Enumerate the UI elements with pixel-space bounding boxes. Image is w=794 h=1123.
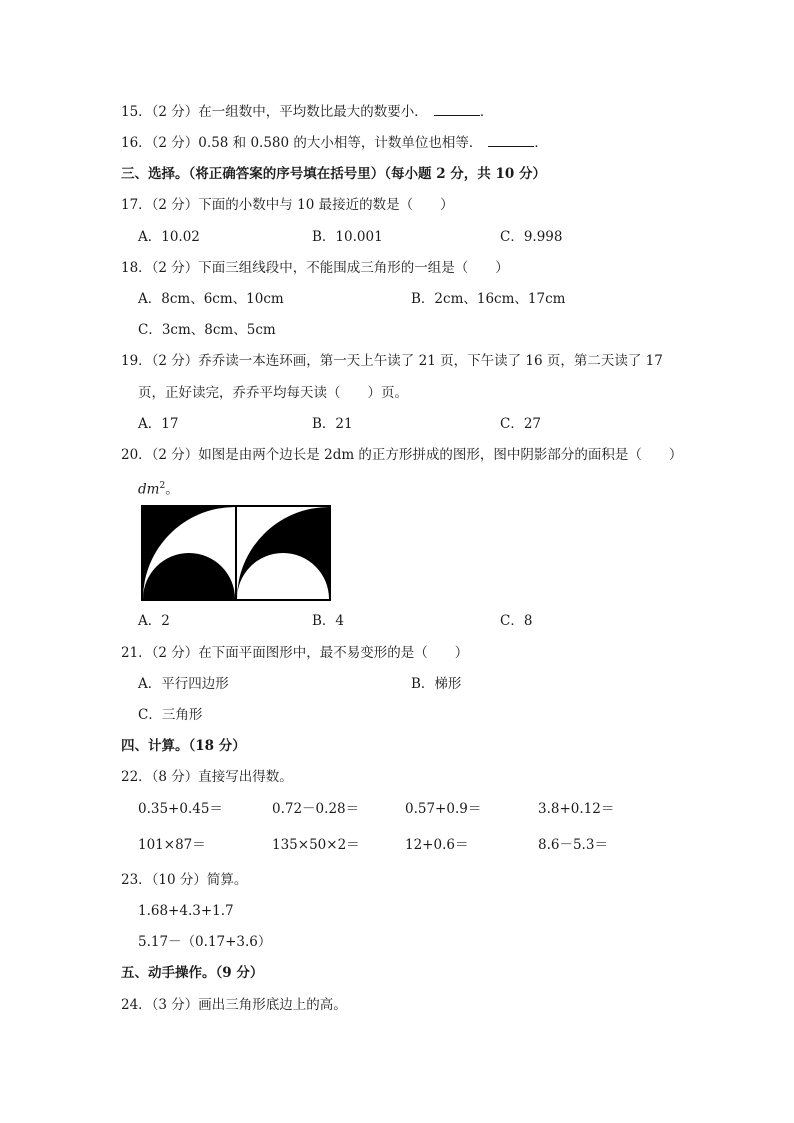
question-20-line-1: 20．（2 分）如图是由两个边长是 2dm 的正方形拼成的图形，图中阴影部分的面积是（ ） xyxy=(121,447,683,463)
section-5-heading: 五、动手操作。（9 分） xyxy=(121,965,264,981)
question-16-text: 16．（2 分）0.58 和 0.580 的大小相等，计数单位也相等． xyxy=(121,135,483,151)
question-19-line-1: 19．（2 分）乔乔读一本连环画，第一天上午读了 21 页，下午读了 16 页，第二天读了 17 xyxy=(121,353,663,369)
question-15: 15．（2 分）在一组数中，平均数比最大的数要小． ． xyxy=(121,104,494,120)
question-16: 16．（2 分）0.58 和 0.580 的大小相等，计数单位也相等． ． xyxy=(121,135,548,151)
option-a[interactable]: A．17 xyxy=(138,416,179,432)
option-a[interactable]: A．平行四边形 xyxy=(138,676,229,692)
question-18: 18．（2 分）下面三组线段中，不能围成三角形的一组是（ ） xyxy=(121,260,509,276)
question-19-line-2: 页，正好读完，乔乔平均每天读（ ）页。 xyxy=(138,385,408,401)
calc-item: 101×87＝ xyxy=(138,837,206,853)
question-22: 22．（8 分）直接写出得数。 xyxy=(121,769,293,785)
option-b[interactable]: B．10.001 xyxy=(312,229,383,245)
calc-item: 3.8+0.12＝ xyxy=(538,801,615,817)
question-20-unit: $dm^2$。 xyxy=(138,481,179,498)
option-c[interactable]: C．三角形 xyxy=(138,707,203,723)
question-17: 17．（2 分）下面的小数中与 10 最接近的数是（ ） xyxy=(121,197,454,213)
calc-item: 135×50×2＝ xyxy=(272,837,360,853)
option-b[interactable]: B．2cm、16cm、17cm xyxy=(411,291,566,307)
calc-item: 0.57+0.9＝ xyxy=(405,801,482,817)
option-c[interactable]: C．3cm、8cm、5cm xyxy=(138,322,276,338)
option-a[interactable]: A．2 xyxy=(138,613,170,629)
section-3-heading: 三、选择。（将正确答案的序号填在括号里）（每小题 2 分，共 10 分） xyxy=(121,166,546,182)
answer-blank[interactable] xyxy=(488,134,534,147)
calc-item: 0.72－0.28＝ xyxy=(272,801,360,817)
calc-item: 12+0.6＝ xyxy=(405,837,469,853)
option-c[interactable]: C．9.998 xyxy=(500,229,563,245)
question-23: 23．（10 分）简算。 xyxy=(121,872,248,888)
question-24: 24．（3 分）画出三角形底边上的高。 xyxy=(121,997,347,1013)
option-c[interactable]: C．8 xyxy=(500,613,533,629)
option-b[interactable]: B．4 xyxy=(312,613,345,629)
question-21: 21．（2 分）在下面平面图形中，最不易变形的是（ ） xyxy=(121,645,469,661)
calc-item: 8.6－5.3＝ xyxy=(538,837,608,853)
question-15-text: 15．（2 分）在一组数中，平均数比最大的数要小． xyxy=(121,104,428,120)
option-b[interactable]: B．梯形 xyxy=(411,676,462,692)
answer-blank[interactable] xyxy=(434,103,480,116)
simplify-expression: 1.68+4.3+1.7 xyxy=(138,903,234,919)
option-a[interactable]: A．10.02 xyxy=(138,229,200,245)
option-a[interactable]: A．8cm、6cm、10cm xyxy=(138,291,284,307)
option-c[interactable]: C．27 xyxy=(500,416,542,432)
option-b[interactable]: B．21 xyxy=(312,416,353,432)
calc-item: 0.35+0.45＝ xyxy=(138,801,223,817)
shaded-squares-figure xyxy=(141,505,331,601)
section-4-heading: 四、计算。（18 分） xyxy=(121,738,246,754)
simplify-expression: 5.17－（0.17+3.6） xyxy=(138,934,272,950)
